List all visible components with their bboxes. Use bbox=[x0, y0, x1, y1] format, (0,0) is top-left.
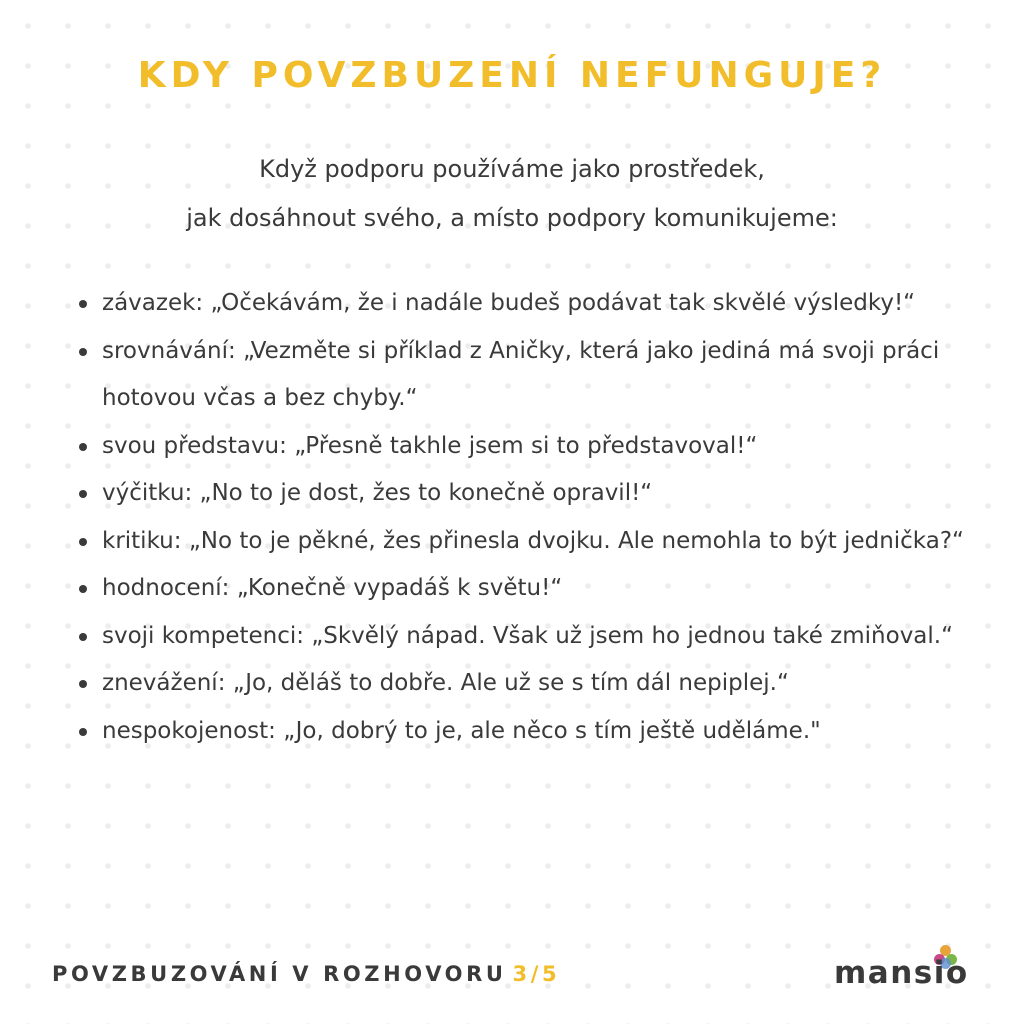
bullet-icon bbox=[79, 300, 87, 308]
bullet-icon bbox=[79, 680, 87, 688]
list-item-text: srovnávání: „Vezměte si příklad z Aničky, která jako jediná má svoji práci hotovou včas a bez chyby.“ bbox=[102, 337, 940, 411]
intro-line-1: Když podporu používáme jako prostředek, bbox=[259, 155, 765, 183]
bullet-icon bbox=[79, 728, 87, 736]
list-item-text: závazek: „Očekávám, že i nadále budeš podávat tak skvělé výsledky!“ bbox=[102, 290, 916, 316]
list-item bbox=[74, 328, 984, 423]
page-title: KDY POVZBUZENÍ NEFUNGUJE? bbox=[137, 55, 887, 96]
list-item-text: kritiku: „No to je pěkné, žes přinesla dvojku. Ale nemohla to být jednička?“ bbox=[102, 527, 964, 554]
bullet-icon bbox=[79, 348, 87, 356]
intro-line-2: jak dosáhnout svého, a místo podpory komunikujeme: bbox=[186, 204, 838, 232]
bullet-icon bbox=[79, 490, 87, 498]
list-item bbox=[74, 565, 984, 613]
list-item-text: hodnocení: „Konečně vypadáš k světu!“ bbox=[102, 575, 563, 601]
list-item-text: nespokojenost: „Jo, dobrý to je, ale něco s tím ještě uděláme." bbox=[102, 717, 821, 744]
intro-text bbox=[0, 145, 1024, 243]
list-item bbox=[74, 708, 984, 756]
list-item bbox=[74, 613, 984, 661]
bullet-icon bbox=[79, 633, 87, 641]
series-title: POVZBUZOVÁNÍ V ROZHOVORU bbox=[52, 962, 507, 986]
examples-list bbox=[74, 280, 984, 755]
mansio-logo bbox=[834, 941, 984, 991]
bullet-icon bbox=[79, 585, 87, 593]
list-item-text: znevážení: „Jo, děláš to dobře. Ale už se s tím dál nepiplej.“ bbox=[102, 670, 789, 696]
list-item bbox=[74, 423, 984, 471]
series-footer bbox=[52, 962, 560, 986]
list-item bbox=[74, 518, 984, 566]
page-indicator: 3/5 bbox=[512, 962, 561, 986]
list-item bbox=[74, 280, 984, 328]
logo-wordmark: mansio bbox=[834, 955, 969, 991]
list-item-text: svou představu: „Přesně takhle jsem si to představoval!“ bbox=[102, 432, 758, 459]
list-item bbox=[74, 470, 984, 518]
bullet-icon bbox=[79, 538, 87, 546]
list-item-text: svoji kompetenci: „Skvělý nápad. Však už jsem ho jednou také zmiňoval.“ bbox=[102, 622, 954, 649]
bullet-icon bbox=[79, 443, 87, 451]
list-item bbox=[74, 660, 984, 708]
list-item-text: výčitku: „No to je dost, žes to konečně opravil!“ bbox=[102, 480, 653, 506]
